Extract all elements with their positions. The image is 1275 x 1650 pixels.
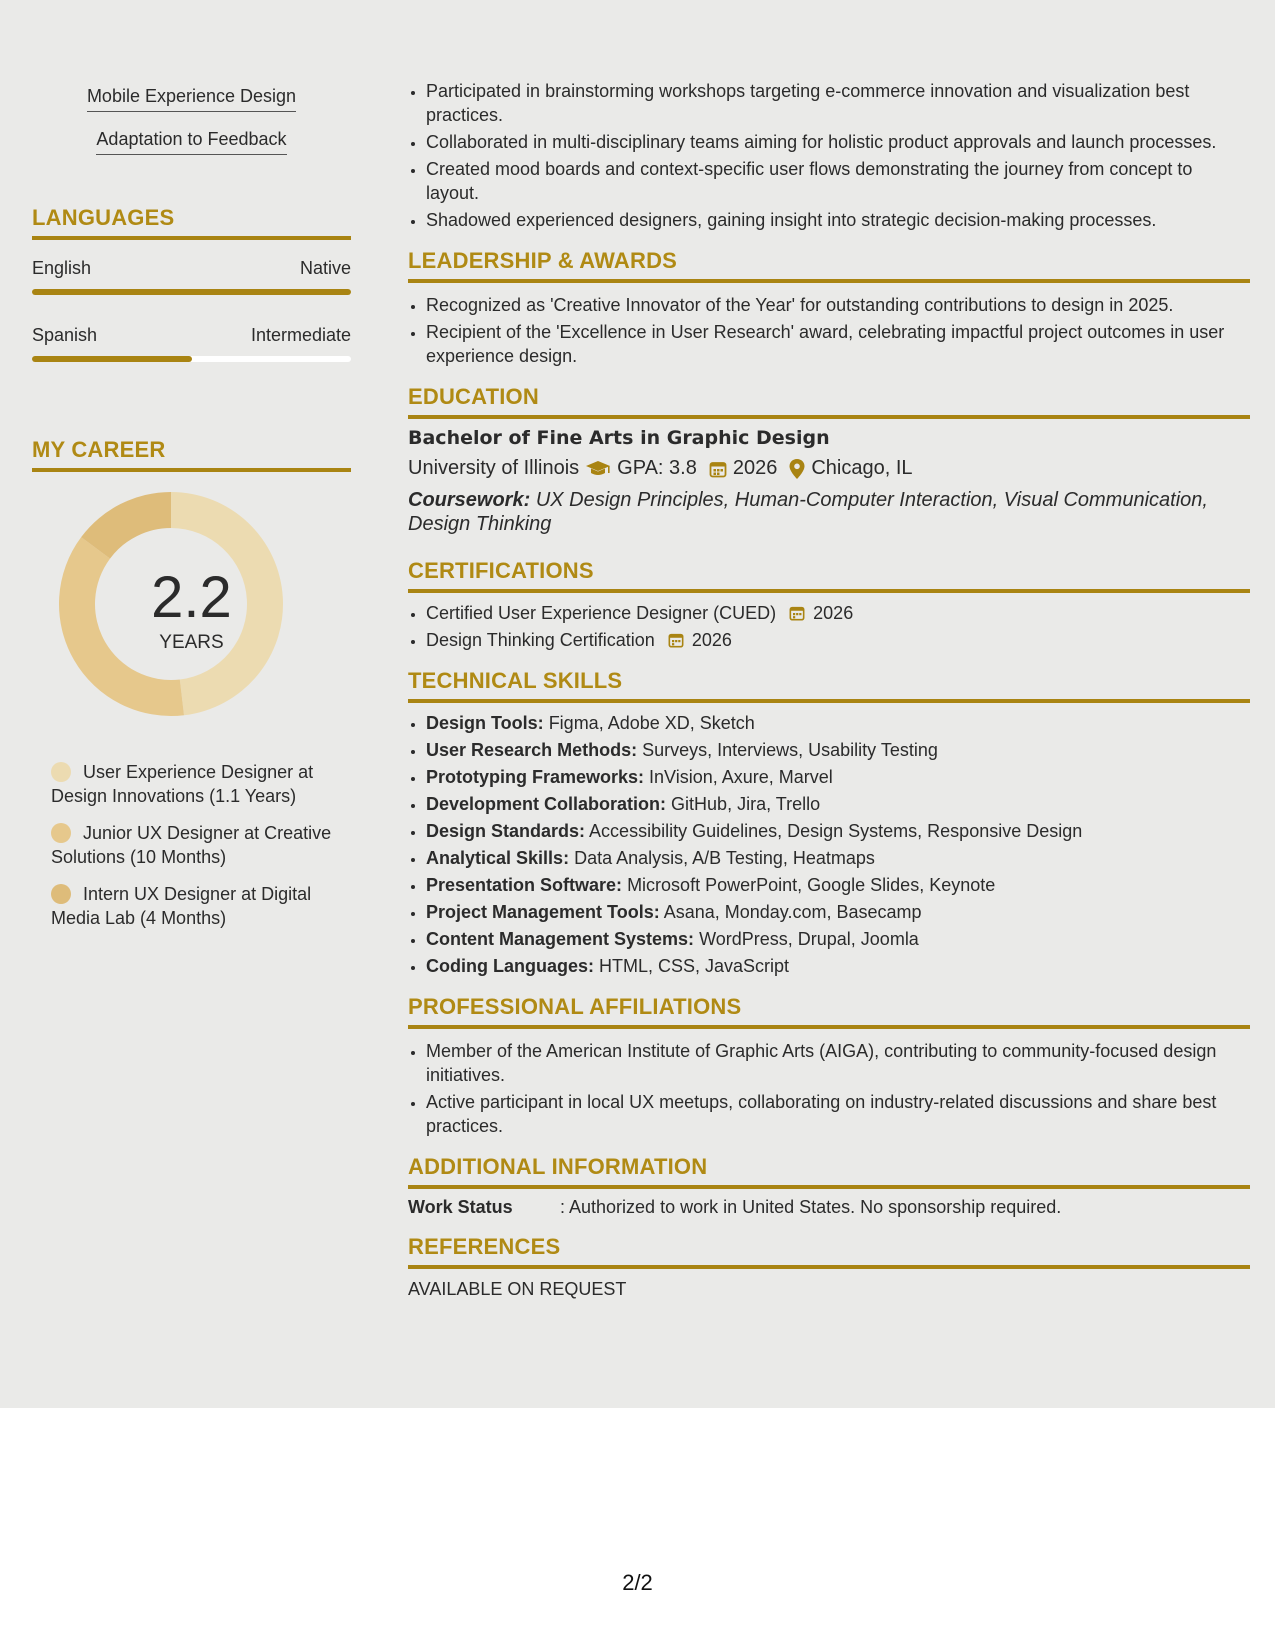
additional-info-heading: ADDITIONAL INFORMATION	[408, 1154, 1250, 1189]
education-location: Chicago, IL	[811, 457, 913, 479]
career-total-value: 2.2	[151, 565, 232, 630]
education-gpa: GPA: 3.8	[617, 457, 697, 479]
skill-value: Figma, Adobe XD, Sketch	[548, 713, 755, 733]
language-proficiency-fill	[32, 356, 192, 362]
leadership-item: • Recognized as 'Creative Innovator of the Year' for outstanding contributions to design in 2025.	[426, 293, 1250, 317]
language-level: Native	[299, 258, 351, 278]
skill-label: User Research Methods:	[426, 740, 638, 760]
language-name: Spanish	[32, 325, 98, 345]
skill-tag-row	[32, 86, 351, 112]
experience-bullet-list	[408, 79, 1250, 232]
leadership-list	[408, 293, 1250, 368]
skill-label: Content Management Systems:	[426, 929, 695, 949]
skill-value: InVision, Axure, Marvel	[649, 767, 833, 787]
certification-name: Certified User Experience Designer (CUED)	[426, 603, 777, 623]
language-level: Intermediate	[250, 325, 351, 345]
certification-name: Design Thinking Certification	[426, 630, 655, 650]
education-heading: EDUCATION	[408, 384, 1250, 419]
legend-dot-icon	[51, 823, 71, 843]
career-legend-item	[32, 882, 351, 930]
skill-value: Data Analysis, A/B Testing, Heatmaps	[574, 848, 875, 868]
certification-item	[426, 628, 1250, 652]
skill-item	[426, 846, 1250, 870]
education-year: 2026	[732, 457, 778, 479]
affiliations-list	[408, 1039, 1250, 1138]
graduation-cap-icon	[585, 460, 611, 478]
legend-dot-icon	[51, 762, 71, 782]
calendar-icon	[668, 630, 684, 646]
skill-label: Coding Languages:	[426, 956, 594, 976]
skill-label: Analytical Skills:	[426, 848, 570, 868]
language-proficiency-fill	[32, 289, 351, 295]
experience-bullet: • Collaborated in multi-disciplinary teams aiming for holistic product approvals and launch processes.	[426, 130, 1250, 154]
calendar-icon	[709, 460, 727, 478]
references-text: AVAILABLE ON REQUEST	[408, 1279, 627, 1299]
skill-label: Prototyping Frameworks:	[426, 767, 645, 787]
page-number: 2/2	[622, 1570, 653, 1595]
skill-tag: Mobile Experience Design	[87, 86, 296, 112]
affiliation-item: • Member of the American Institute of Graphic Arts (AIGA), contributing to community-focused design initiatives.	[426, 1039, 1250, 1087]
skill-value: WordPress, Drupal, Joomla	[699, 929, 919, 949]
affiliation-item: • Active participant in local UX meetups, collaborating on industry-related discussions and share best practices.	[426, 1090, 1250, 1138]
skill-label: Project Management Tools:	[426, 902, 660, 922]
career-total-unit: YEARS	[159, 632, 224, 653]
skill-value: Surveys, Interviews, Usability Testing	[642, 740, 938, 760]
affiliations-heading: PROFESSIONAL AFFILIATIONS	[408, 994, 1250, 1029]
career-heading: MY CAREER	[32, 437, 351, 472]
education-school: University of Illinois	[408, 457, 580, 479]
work-status-value: : Authorized to work in United States. No sponsorship required.	[560, 1197, 1062, 1217]
skill-label: Design Standards:	[426, 821, 586, 841]
skill-tag-row	[32, 129, 351, 155]
education-meta	[408, 457, 1250, 480]
certifications-heading: CERTIFICATIONS	[408, 558, 1250, 593]
coursework-text: UX Design Principles, Human-Computer Interaction, Visual Communication, Design Thinking	[408, 489, 1208, 535]
skill-value: Accessibility Guidelines, Design Systems, Responsive Design	[589, 821, 1083, 841]
leadership-item: • Recipient of the 'Excellence in User Research' award, celebrating impactful project outcomes in user experience design.	[426, 320, 1250, 368]
language-item	[32, 325, 351, 362]
career-donut-chart	[32, 492, 351, 732]
language-proficiency-bar	[32, 289, 351, 295]
legend-dot-icon	[51, 884, 71, 904]
certification-year: 2026	[813, 603, 854, 623]
language-proficiency-bar	[32, 356, 351, 362]
technical-skills-heading: TECHNICAL SKILLS	[408, 668, 1250, 703]
calendar-icon	[789, 603, 805, 619]
career-legend-label: Junior UX Designer at Creative Solutions (10 Months)	[51, 823, 332, 867]
skill-label: Design Tools:	[426, 713, 544, 733]
skill-item	[426, 819, 1250, 843]
skill-item	[426, 738, 1250, 762]
technical-skills-list	[408, 711, 1250, 978]
leadership-heading: LEADERSHIP & AWARDS	[408, 248, 1250, 283]
education-entry	[408, 427, 1250, 536]
certifications-list	[408, 601, 1250, 652]
skill-item	[426, 954, 1250, 978]
skill-value: Microsoft PowerPoint, Google Slides, Keynote	[627, 875, 996, 895]
sidebar	[32, 0, 351, 930]
work-status-row	[408, 1197, 1250, 1218]
language-name: English	[32, 258, 92, 278]
career-legend-item	[32, 760, 351, 808]
language-item	[32, 258, 351, 295]
certification-year: 2026	[691, 630, 732, 650]
location-pin-icon	[789, 459, 805, 479]
skill-value: HTML, CSS, JavaScript	[599, 956, 790, 976]
career-legend-label: Intern UX Designer at Digital Media Lab (4 Months)	[51, 884, 312, 928]
skill-label: Presentation Software:	[426, 875, 623, 895]
languages-heading: LANGUAGES	[32, 205, 351, 240]
skill-tag: Adaptation to Feedback	[96, 129, 286, 155]
experience-bullet: • Participated in brainstorming workshops targeting e-commerce innovation and visualization best practices.	[426, 79, 1250, 127]
skill-item	[426, 900, 1250, 924]
career-legend-label: User Experience Designer at Design Innovations (1.1 Years)	[51, 762, 314, 806]
skill-label: Development Collaboration:	[426, 794, 667, 814]
coursework-label: Coursework:	[408, 489, 531, 511]
education-coursework	[408, 488, 1250, 536]
references-heading: REFERENCES	[408, 1234, 1250, 1269]
main-content	[408, 0, 1250, 1300]
skill-item	[426, 927, 1250, 951]
education-degree: Bachelor of Fine Arts in Graphic Design	[408, 427, 830, 449]
career-legend-item	[32, 821, 351, 869]
certification-item	[426, 601, 1250, 625]
skill-item	[426, 711, 1250, 735]
career-legend	[32, 760, 351, 930]
work-status-label: Work Status	[408, 1197, 513, 1217]
skill-item	[426, 792, 1250, 816]
skill-item	[426, 873, 1250, 897]
skill-value: Asana, Monday.com, Basecamp	[663, 902, 922, 922]
skill-value: GitHub, Jira, Trello	[671, 794, 821, 814]
experience-bullet: • Created mood boards and context-specific user flows demonstrating the journey from concept to layout.	[426, 157, 1250, 205]
skill-item	[426, 765, 1250, 789]
experience-bullet: • Shadowed experienced designers, gaining insight into strategic decision-making processes.	[426, 208, 1250, 232]
